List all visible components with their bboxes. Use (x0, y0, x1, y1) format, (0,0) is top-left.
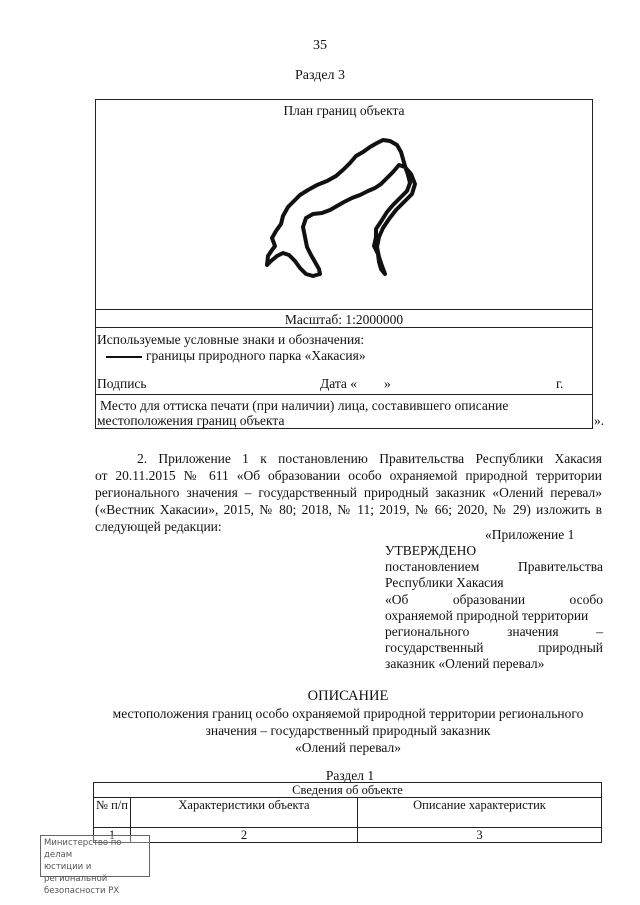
paragraph-line: регионального значения – государственный природный заказник «Олений перевал» (95, 485, 602, 500)
ministry-stamp (40, 835, 150, 896)
plan-divider (95, 327, 593, 328)
page-number: 35 (313, 38, 327, 53)
legend-line-symbol (106, 356, 142, 358)
approval-line: охраняемой природной территории (385, 607, 589, 623)
section1-heading: Раздел 1 (325, 768, 375, 783)
approved-heading: УТВЕРЖДЕНО (385, 543, 477, 558)
stamp-line: безопасности РХ (44, 886, 120, 896)
column-index: 3 (358, 828, 602, 843)
object-info-table (93, 782, 602, 843)
stamp-line: юстиции и региональной (44, 862, 108, 884)
column-header-description: Описание характеристик (358, 798, 602, 828)
description-subtitle-line: значения – государственный природный заказник (205, 723, 491, 738)
table-caption: Сведения об объекте (94, 783, 602, 798)
plan-divider (95, 309, 593, 310)
description-subtitle-line: «Олений перевал» (294, 740, 402, 755)
column-header-characteristics: Характеристики объекта (131, 798, 358, 828)
scale-label: Масштаб: 1:2000000 (284, 312, 404, 327)
approval-line: Республики Хакасия (385, 575, 504, 591)
date-close: » (384, 376, 391, 391)
plan-divider (95, 394, 593, 395)
paragraph-line: от 20.11.2015 № 611 «Об образовании особо охраняемой природной территории (95, 468, 602, 483)
approval-line: заказник «Олений перевал» (385, 656, 545, 672)
approval-line: регионального значения – (385, 624, 603, 640)
boundary-outline (267, 140, 415, 276)
approval-line: «Об образовании особо (385, 591, 603, 607)
appendix-label: «Приложение 1 (485, 527, 575, 542)
stamp-place-text: местоположения границ объекта (97, 413, 285, 428)
date-label: Дата « (320, 376, 358, 391)
signature-label: Подпись (97, 376, 147, 391)
column-header-number: № п/п (94, 798, 131, 828)
legend-title: Используемые условные знаки и обозначения: (97, 332, 365, 347)
stamp-line: Министерство по делам (44, 838, 122, 860)
section3-heading: Раздел 3 (294, 68, 346, 83)
approval-line: государственный природный (385, 640, 603, 656)
approval-block (385, 543, 603, 673)
year-label: г. (556, 376, 564, 391)
paragraph-line: следующей редакции: (95, 519, 222, 534)
legend-item: границы природного парка «Хакасия» (146, 348, 366, 363)
closing-quote: ». (594, 413, 605, 428)
stamp-place-text: Место для оттиска печати (при наличии) лица, составившего описание (100, 398, 509, 413)
description-subtitle-line: местоположения границ особо охраняемой природной территории регионального (112, 706, 584, 721)
description-title: ОПИСАНИЕ (307, 688, 389, 704)
paragraph-line: («Вестник Хакасии», 2015, № 80; 2018, № 11; 2019, № 66; 2020, № 29) изложить в (95, 502, 602, 517)
column-index: 2 (131, 828, 358, 843)
plan-title: План границ объекта (283, 103, 405, 118)
paragraph-line: 2. Приложение 1 к постановлению Правительства Республики Хакасия (137, 451, 602, 466)
description-subtitle (80, 705, 616, 756)
amendment-paragraph (95, 450, 602, 535)
column-index: 1 (94, 828, 131, 843)
approval-line: постановлением Правительства (385, 559, 603, 575)
boundary-map (250, 128, 430, 293)
